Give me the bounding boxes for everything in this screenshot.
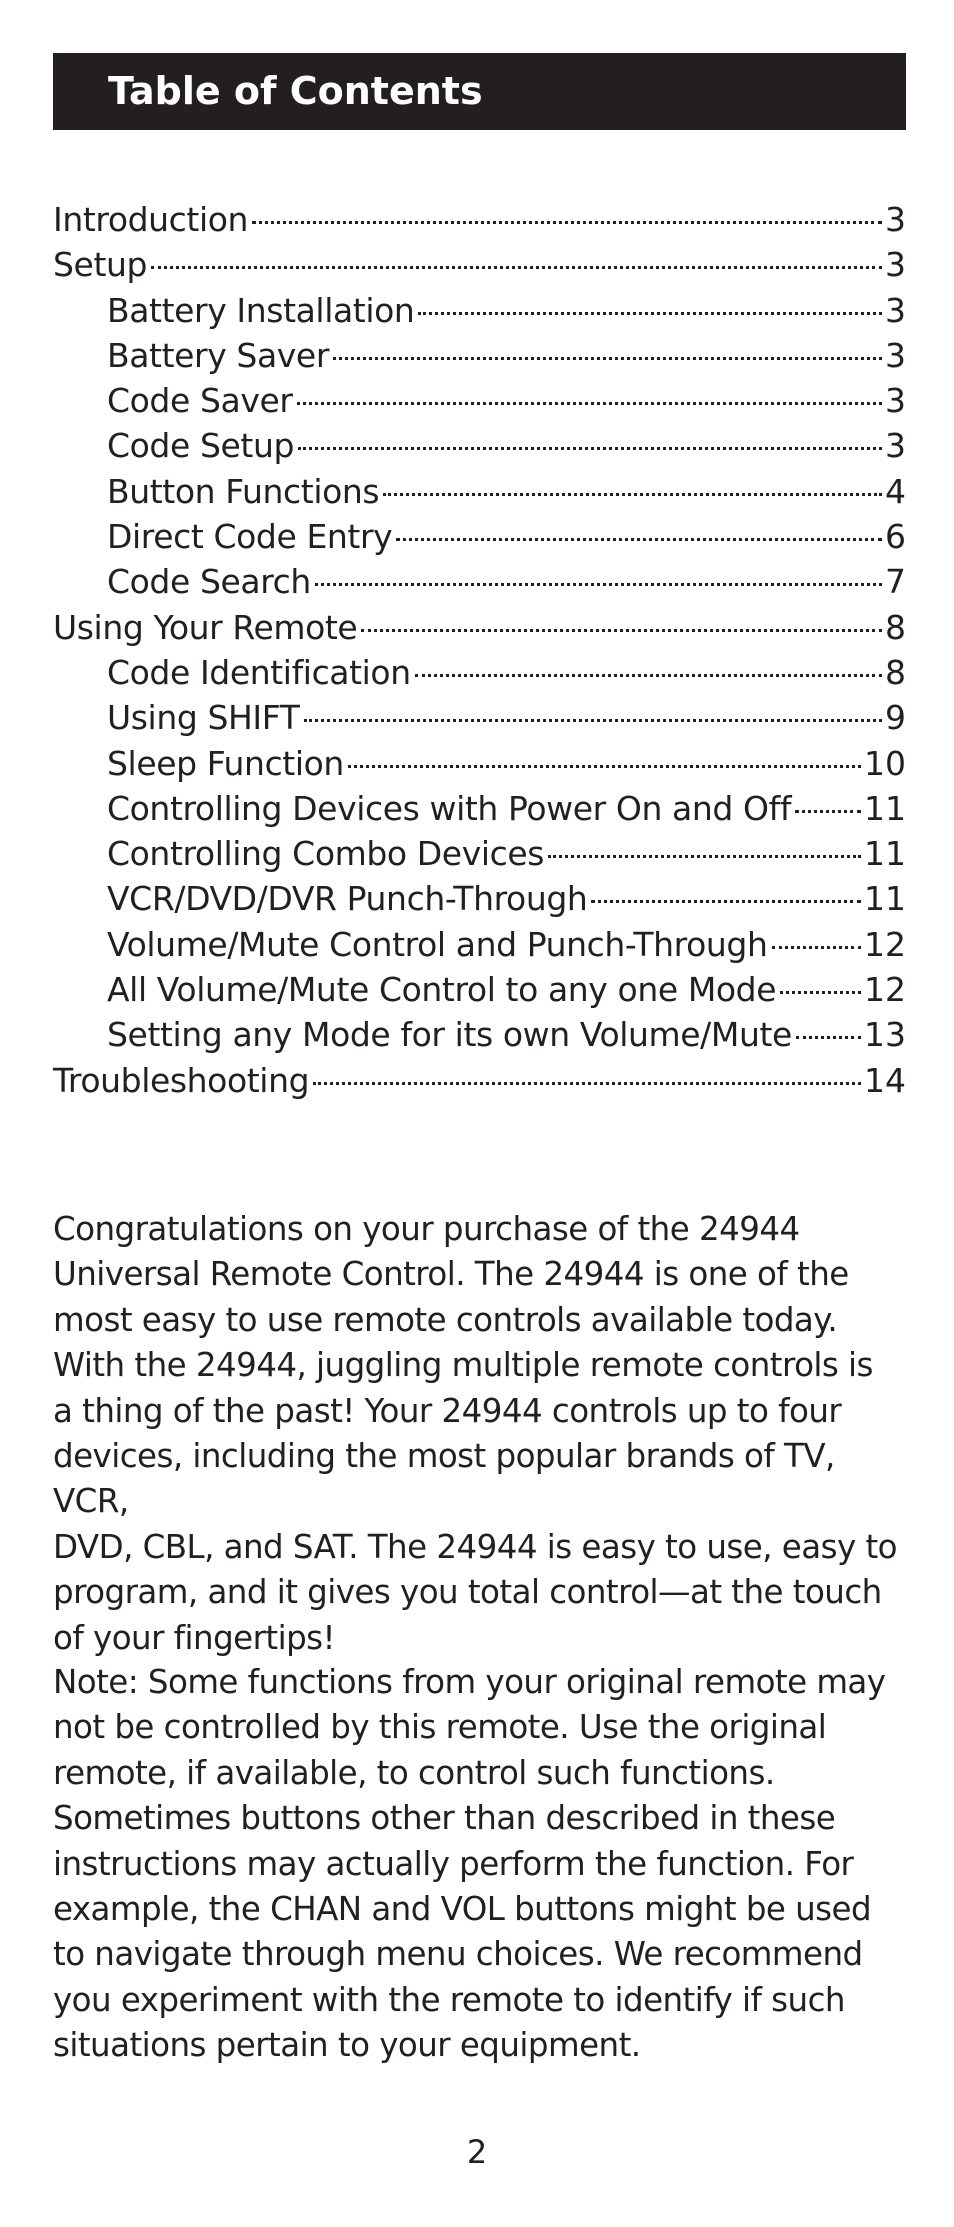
toc-entry[interactable] xyxy=(53,741,906,786)
toc-entry[interactable] xyxy=(53,876,906,921)
toc-entry[interactable] xyxy=(53,469,906,514)
toc-dot-leader xyxy=(151,266,882,269)
toc-entry-label: Using SHIFT xyxy=(107,698,300,738)
toc-dot-leader xyxy=(780,991,861,994)
toc-dot-leader xyxy=(313,1082,861,1085)
toc-dot-leader xyxy=(348,765,861,768)
toc-entry[interactable] xyxy=(53,1012,906,1057)
toc-entry-page: 11 xyxy=(864,788,906,828)
toc-entry-page: 10 xyxy=(864,743,906,783)
toc-entry-page: 12 xyxy=(864,970,906,1010)
toc-dot-leader xyxy=(396,538,882,541)
table-of-contents xyxy=(53,197,906,1103)
toc-entry-page: 3 xyxy=(885,426,906,466)
toc-dot-leader xyxy=(333,357,882,360)
toc-entry[interactable] xyxy=(53,197,906,242)
toc-header-bar xyxy=(53,53,906,130)
toc-entry-label: Code Setup xyxy=(107,426,295,466)
toc-entry-page: 9 xyxy=(885,698,906,738)
toc-entry-label: Controlling Devices with Power On and Off xyxy=(107,788,792,828)
toc-entry-label: Sleep Function xyxy=(107,743,344,783)
toc-entry[interactable] xyxy=(53,786,906,831)
toc-entry-page: 3 xyxy=(885,245,906,285)
toc-entry-page: 12 xyxy=(864,924,906,964)
toc-entry-label: All Volume/Mute Control to any one Mode xyxy=(107,970,777,1010)
toc-entry-page: 11 xyxy=(864,834,906,874)
toc-entry-label: Battery Saver xyxy=(107,335,329,375)
toc-entry-label: Troubleshooting xyxy=(53,1060,310,1100)
toc-entry-label: Code Saver xyxy=(107,381,293,421)
toc-entry-page: 3 xyxy=(885,200,906,239)
toc-dot-leader xyxy=(548,855,861,858)
toc-entry-label: Code Search xyxy=(107,562,311,602)
toc-entry[interactable] xyxy=(53,559,906,604)
toc-title: Table of Contents xyxy=(108,69,483,113)
toc-entry[interactable] xyxy=(53,1058,906,1103)
toc-dot-leader xyxy=(298,447,882,450)
toc-dot-leader xyxy=(361,629,882,632)
toc-dot-leader xyxy=(415,674,882,677)
toc-entry-label: Battery Installation xyxy=(107,290,415,330)
toc-dot-leader xyxy=(591,900,861,903)
toc-entry-label: Controlling Combo Devices xyxy=(107,834,545,874)
toc-entry-label: Setting any Mode for its own Volume/Mute xyxy=(107,1015,792,1055)
toc-entry-page: 8 xyxy=(885,607,906,647)
toc-entry[interactable] xyxy=(53,831,906,876)
toc-dot-leader xyxy=(304,719,882,722)
toc-entry[interactable] xyxy=(53,378,906,423)
toc-dot-leader xyxy=(297,402,882,405)
toc-entry-label: VCR/DVD/DVR Punch-Through xyxy=(107,879,588,919)
toc-entry-page: 3 xyxy=(885,290,906,330)
toc-entry-label: Code Identification xyxy=(107,652,411,692)
intro-paragraph: Congratulations on your purchase of the 24944 Universal Remote Control. The 24944 is one of the most easy to use remote controls available today. With the 24944, juggling multiple remote controls is a thing of the past! Your 24944 controls up to four devices, including the most popular brands of TV, VCR, DVD, CBL, and SAT. The 24944 is easy to use, easy to program, and it gives you total control—at the touch of your fingertips! xyxy=(53,1210,897,1657)
toc-entry-page: 8 xyxy=(885,652,906,692)
toc-entry-label: Using Your Remote xyxy=(53,607,358,647)
toc-entry[interactable] xyxy=(53,514,906,559)
toc-entry-label: Direct Code Entry xyxy=(107,517,393,557)
toc-entry[interactable] xyxy=(53,242,906,287)
page-number: 2 xyxy=(466,2133,488,2171)
toc-entry-page: 3 xyxy=(885,381,906,421)
toc-entry-page: 13 xyxy=(864,1015,906,1055)
toc-dot-leader xyxy=(252,221,882,224)
toc-entry-label: Button Functions xyxy=(107,471,380,511)
toc-dot-leader xyxy=(315,583,882,586)
toc-entry[interactable] xyxy=(53,650,906,695)
toc-dot-leader xyxy=(383,493,882,496)
toc-dot-leader xyxy=(772,946,862,949)
toc-entry-label: Setup xyxy=(53,245,148,285)
toc-entry[interactable] xyxy=(53,423,906,468)
toc-entry-page: 7 xyxy=(885,562,906,602)
toc-entry[interactable] xyxy=(53,605,906,650)
toc-dot-leader xyxy=(418,312,882,315)
toc-dot-leader xyxy=(795,810,861,813)
toc-entry-page: 3 xyxy=(885,335,906,375)
toc-entry[interactable] xyxy=(53,333,906,378)
toc-dot-leader xyxy=(796,1036,861,1039)
toc-entry[interactable] xyxy=(53,967,906,1012)
toc-entry-label: Volume/Mute Control and Punch-Through xyxy=(107,924,768,964)
toc-entry[interactable] xyxy=(53,288,906,333)
toc-entry[interactable] xyxy=(53,922,906,967)
toc-entry-page: 11 xyxy=(864,879,906,919)
toc-entry-page: 6 xyxy=(885,517,906,557)
toc-entry-page: 14 xyxy=(864,1060,906,1100)
note-paragraph: Note: Some functions from your original remote may not be controlled by this remote. Use the original remote, if available, to control such functions. Sometimes buttons other than described in these instructions may actually perform the function. For example, the CHAN and VOL buttons might be used to navigate through menu choices. We recommend you experiment with the remote to identify if such situations pertain to your equipment. xyxy=(53,1663,886,2065)
toc-entry-page: 4 xyxy=(885,471,906,511)
toc-entry-label: Introduction xyxy=(53,200,249,239)
toc-entry[interactable] xyxy=(53,695,906,740)
